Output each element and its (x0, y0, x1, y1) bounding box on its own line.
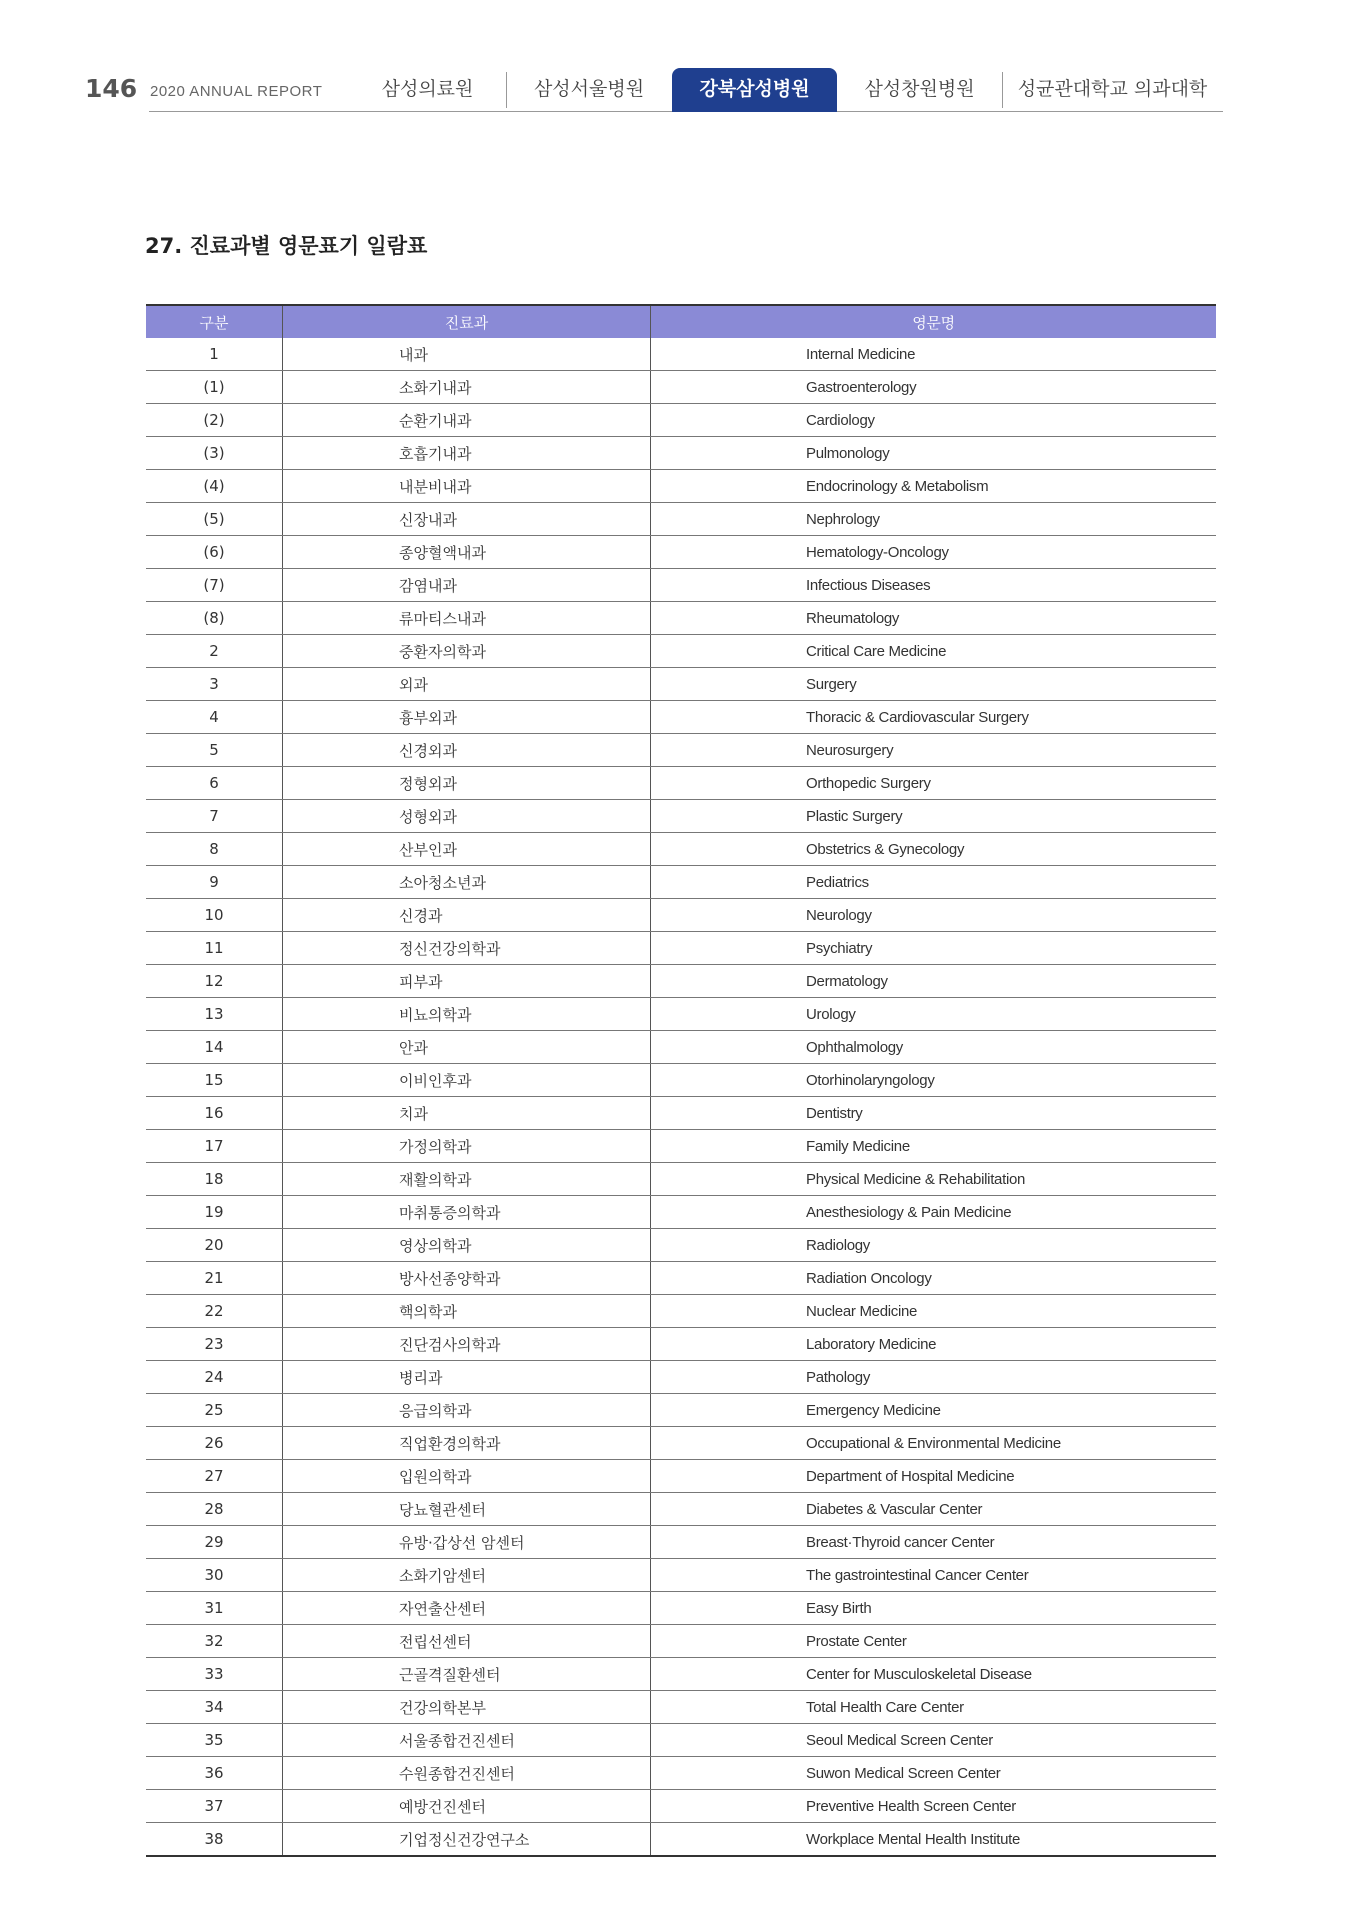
table-row (146, 1691, 1216, 1724)
row-number: 5 (146, 734, 283, 767)
tab-samsung-seoul-hospital[interactable]: 삼성서울병원 (506, 68, 672, 112)
row-number: (2) (146, 404, 283, 437)
table-row (146, 635, 1216, 668)
row-number: 26 (146, 1427, 283, 1460)
row-department: 응급의학과 (283, 1394, 651, 1427)
row-english-name: Internal Medicine (651, 338, 1217, 371)
row-number: 8 (146, 833, 283, 866)
row-number: 1 (146, 338, 283, 371)
row-department: 수원종합건진센터 (283, 1757, 651, 1790)
row-department: 신장내과 (283, 503, 651, 536)
table-row (146, 503, 1216, 536)
tab-kangbuk-samsung-hospital[interactable]: 강북삼성병원 (672, 68, 837, 112)
row-department: 병리과 (283, 1361, 651, 1394)
row-number: 33 (146, 1658, 283, 1691)
row-number: (7) (146, 569, 283, 602)
row-number: 24 (146, 1361, 283, 1394)
row-department: 건강의학본부 (283, 1691, 651, 1724)
row-department: 핵의학과 (283, 1295, 651, 1328)
row-english-name: Emergency Medicine (651, 1394, 1217, 1427)
row-english-name: Cardiology (651, 404, 1217, 437)
row-english-name: Dermatology (651, 965, 1217, 998)
row-department: 순환기내과 (283, 404, 651, 437)
row-department: 소화기내과 (283, 371, 651, 404)
row-department: 외과 (283, 668, 651, 701)
table-row (146, 1790, 1216, 1823)
tab-skku-school-of-medicine[interactable]: 성균관대학교 의과대학 (1002, 68, 1223, 112)
row-department: 방사선종양학과 (283, 1262, 651, 1295)
table-row (146, 1163, 1216, 1196)
row-number: 11 (146, 932, 283, 965)
tab-samsung-medical-center[interactable]: 삼성의료원 (381, 78, 474, 100)
row-department: 전립선센터 (283, 1625, 651, 1658)
row-number: 31 (146, 1592, 283, 1625)
row-english-name: Total Health Care Center (651, 1691, 1217, 1724)
row-department: 산부인과 (283, 833, 651, 866)
row-number: (6) (146, 536, 283, 569)
table-row (146, 404, 1216, 437)
table-row (146, 1493, 1216, 1526)
table-row (146, 1097, 1216, 1130)
row-department: 중환자의학과 (283, 635, 651, 668)
row-department: 정형외과 (283, 767, 651, 800)
table-row (146, 668, 1216, 701)
row-english-name: Diabetes & Vascular Center (651, 1493, 1217, 1526)
row-english-name: Easy Birth (651, 1592, 1217, 1625)
row-department: 영상의학과 (283, 1229, 651, 1262)
row-number: 7 (146, 800, 283, 833)
row-department: 가정의학과 (283, 1130, 651, 1163)
table-row (146, 998, 1216, 1031)
table-row (146, 866, 1216, 899)
table-row (146, 734, 1216, 767)
table-row (146, 1427, 1216, 1460)
row-number: 30 (146, 1559, 283, 1592)
row-number: 19 (146, 1196, 283, 1229)
row-number: (5) (146, 503, 283, 536)
table-row (146, 602, 1216, 635)
row-number: 35 (146, 1724, 283, 1757)
table-row (146, 1229, 1216, 1262)
table-row (146, 833, 1216, 866)
table-row (146, 1757, 1216, 1790)
row-number: 27 (146, 1460, 283, 1493)
row-department: 유방·갑상선 암센터 (283, 1526, 651, 1559)
row-number: 10 (146, 899, 283, 932)
table-row (146, 536, 1216, 569)
row-department: 진단검사의학과 (283, 1328, 651, 1361)
row-english-name: Critical Care Medicine (651, 635, 1217, 668)
row-number: 2 (146, 635, 283, 668)
row-department: 정신건강의학과 (283, 932, 651, 965)
row-number: (3) (146, 437, 283, 470)
table-header-row (146, 305, 1216, 338)
row-english-name: Workplace Mental Health Institute (651, 1823, 1217, 1857)
row-department: 예방건진센터 (283, 1790, 651, 1823)
table-row (146, 1526, 1216, 1559)
row-number: (4) (146, 470, 283, 503)
table-row (146, 767, 1216, 800)
page-header (85, 68, 1223, 112)
row-department: 근골격질환센터 (283, 1658, 651, 1691)
row-number: 16 (146, 1097, 283, 1130)
row-number: 37 (146, 1790, 283, 1823)
row-english-name: Infectious Diseases (651, 569, 1217, 602)
row-number: 32 (146, 1625, 283, 1658)
table-row (146, 1460, 1216, 1493)
row-number: 21 (146, 1262, 283, 1295)
row-number: 34 (146, 1691, 283, 1724)
department-table (146, 304, 1216, 1857)
table-row (146, 338, 1216, 371)
row-english-name: Obstetrics & Gynecology (651, 833, 1217, 866)
row-english-name: Seoul Medical Screen Center (651, 1724, 1217, 1757)
row-english-name: Plastic Surgery (651, 800, 1217, 833)
table-row (146, 1196, 1216, 1229)
row-department: 직업환경의학과 (283, 1427, 651, 1460)
report-title: 2020 ANNUAL REPORT (150, 83, 323, 100)
tab-samsung-changwon-hospital[interactable]: 삼성창원병원 (864, 78, 975, 100)
row-english-name: Pathology (651, 1361, 1217, 1394)
row-number: 29 (146, 1526, 283, 1559)
row-english-name: Pulmonology (651, 437, 1217, 470)
row-english-name: Preventive Health Screen Center (651, 1790, 1217, 1823)
row-number: 23 (146, 1328, 283, 1361)
row-department: 재활의학과 (283, 1163, 651, 1196)
row-english-name: Prostate Center (651, 1625, 1217, 1658)
row-department: 입원의학과 (283, 1460, 651, 1493)
row-english-name: Ophthalmology (651, 1031, 1217, 1064)
row-english-name: Dentistry (651, 1097, 1217, 1130)
table-row (146, 1394, 1216, 1427)
section-title: 27. 진료과별 영문표기 일람표 (145, 234, 428, 258)
row-department: 마취통증의학과 (283, 1196, 651, 1229)
row-number: 18 (146, 1163, 283, 1196)
row-department: 이비인후과 (283, 1064, 651, 1097)
row-english-name: The gastrointestinal Cancer Center (651, 1559, 1217, 1592)
row-number: 14 (146, 1031, 283, 1064)
table-row (146, 701, 1216, 734)
table-row (146, 1130, 1216, 1163)
row-department: 당뇨혈관센터 (283, 1493, 651, 1526)
row-department: 신경외과 (283, 734, 651, 767)
table-row (146, 1295, 1216, 1328)
row-department: 서울종합건진센터 (283, 1724, 651, 1757)
table-row (146, 1625, 1216, 1658)
row-number: (1) (146, 371, 283, 404)
column-header-number: 구분 (146, 305, 283, 338)
row-english-name: Radiology (651, 1229, 1217, 1262)
table-row (146, 932, 1216, 965)
row-number: 9 (146, 866, 283, 899)
row-english-name: Psychiatry (651, 932, 1217, 965)
row-department: 안과 (283, 1031, 651, 1064)
row-number: 13 (146, 998, 283, 1031)
section-tabs (349, 68, 1223, 112)
row-department: 호흡기내과 (283, 437, 651, 470)
row-department: 기업정신건강연구소 (283, 1823, 651, 1857)
table-row (146, 1823, 1216, 1857)
row-number: 22 (146, 1295, 283, 1328)
row-number: 38 (204, 1830, 224, 1848)
row-department: 류마티스내과 (283, 602, 651, 635)
row-number: 3 (146, 668, 283, 701)
table-row (146, 1064, 1216, 1097)
row-english-name: Center for Musculoskeletal Disease (651, 1658, 1217, 1691)
table-row (146, 1559, 1216, 1592)
row-english-name: Rheumatology (651, 602, 1217, 635)
row-english-name: Pediatrics (651, 866, 1217, 899)
table-body (146, 338, 1216, 1856)
row-department: 종양혈액내과 (283, 536, 651, 569)
row-department: 자연출산센터 (283, 1592, 651, 1625)
row-number: (8) (146, 602, 283, 635)
row-english-name: Urology (651, 998, 1217, 1031)
page-number: 146 (85, 74, 138, 103)
row-english-name: Anesthesiology & Pain Medicine (651, 1196, 1217, 1229)
row-english-name: Thoracic & Cardiovascular Surgery (651, 701, 1217, 734)
table-row (146, 1724, 1216, 1757)
row-number: 36 (146, 1757, 283, 1790)
row-english-name: Nephrology (651, 503, 1217, 536)
row-department: 소화기암센터 (283, 1559, 651, 1592)
table-row (146, 1031, 1216, 1064)
row-english-name: Occupational & Environmental Medicine (651, 1427, 1217, 1460)
row-english-name: Neurology (651, 899, 1217, 932)
table-row (146, 965, 1216, 998)
row-english-name: Gastroenterology (651, 371, 1217, 404)
row-number: 12 (146, 965, 283, 998)
row-department: 비뇨의학과 (283, 998, 651, 1031)
row-department: 신경과 (283, 899, 651, 932)
row-english-name: Nuclear Medicine (651, 1295, 1217, 1328)
row-department: 내분비내과 (283, 470, 651, 503)
row-department: 성형외과 (283, 800, 651, 833)
row-department: 치과 (283, 1097, 651, 1130)
row-english-name: Radiation Oncology (651, 1262, 1217, 1295)
table-row (146, 470, 1216, 503)
row-english-name: Suwon Medical Screen Center (651, 1757, 1217, 1790)
table-row (146, 1361, 1216, 1394)
row-department: 피부과 (283, 965, 651, 998)
row-english-name: Laboratory Medicine (651, 1328, 1217, 1361)
row-number: 6 (146, 767, 283, 800)
row-department: 내과 (283, 338, 651, 371)
row-number: 25 (146, 1394, 283, 1427)
row-english-name: Department of Hospital Medicine (651, 1460, 1217, 1493)
row-number: 20 (146, 1229, 283, 1262)
column-header-english-name: 영문명 (651, 305, 1217, 338)
table-row (146, 1592, 1216, 1625)
row-english-name: Surgery (651, 668, 1217, 701)
table-row (146, 1262, 1216, 1295)
table-row (146, 800, 1216, 833)
table-row (146, 371, 1216, 404)
row-number: 17 (146, 1130, 283, 1163)
row-english-name: Otorhinolaryngology (651, 1064, 1217, 1097)
row-english-name: Family Medicine (651, 1130, 1217, 1163)
row-department: 소아청소년과 (283, 866, 651, 899)
row-english-name: Orthopedic Surgery (651, 767, 1217, 800)
table-row (146, 1658, 1216, 1691)
row-english-name: Hematology-Oncology (651, 536, 1217, 569)
row-department: 감염내과 (283, 569, 651, 602)
table-row (146, 899, 1216, 932)
table-row (146, 1328, 1216, 1361)
row-english-name: Endocrinology & Metabolism (651, 470, 1217, 503)
row-number: 4 (146, 701, 283, 734)
row-english-name: Neurosurgery (651, 734, 1217, 767)
row-english-name: Breast·Thyroid cancer Center (651, 1526, 1217, 1559)
table-row (146, 437, 1216, 470)
table-row (146, 569, 1216, 602)
row-number: 28 (146, 1493, 283, 1526)
row-english-name: Physical Medicine & Rehabilitation (651, 1163, 1217, 1196)
column-header-department: 진료과 (283, 305, 651, 338)
row-number: 15 (146, 1064, 283, 1097)
row-department: 흉부외과 (283, 701, 651, 734)
